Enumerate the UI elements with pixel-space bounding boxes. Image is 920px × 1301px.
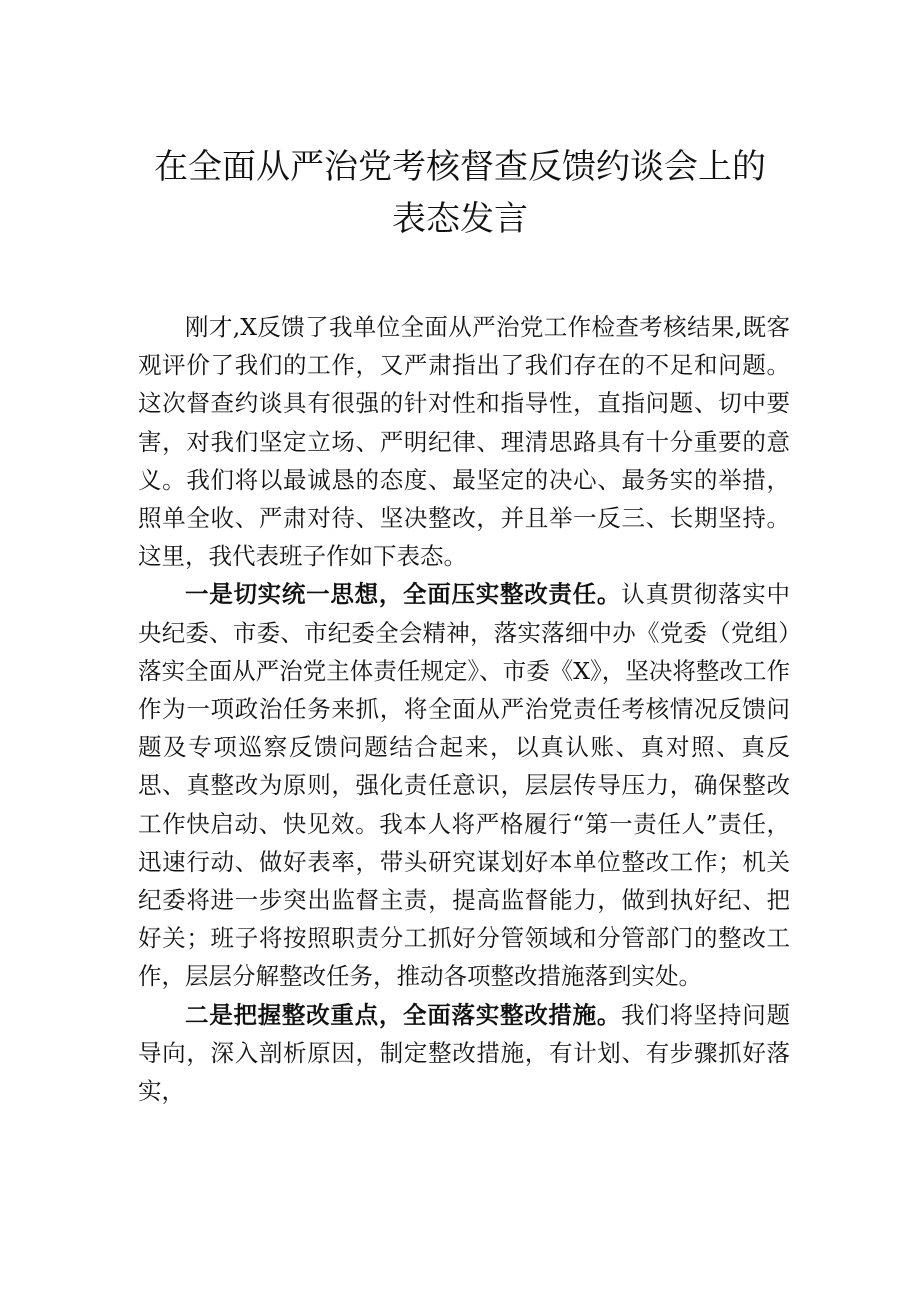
paragraph-text: 认真贯彻落实中央纪委、市委、市纪委全会精神，落实落细中办《党委（党组）落实全面从严治党主体责任规定》、市委《X》，坚决将整改工作作为一项政治任务来抓，将全面从严治党责任考核情况反馈问题及专项巡察反馈问题结合起来，以真认账、真对照、真反思、真整改为原则，强化责任意识，层层传导压力，确保整改工作快启动、快见效。我本人将严格履行“第一责任人”责任，迅速行动、做好表率，带头研究谋划好本单位整改工作；机关纪委将进一步突出监督主责，提高监督能力，做到执好纪、把好关；班子将按照职责分工抓好分管领域和分管部门的整改工作，层层分解整改任务，推动各项整改措施落到实处。 <box>138 580 790 991</box>
paragraph-lead: 二是把握整改重点，全面落实整改措施。 <box>185 1000 622 1029</box>
paragraph-intro <box>138 308 790 575</box>
document-title-line-2: 表态发言 <box>392 199 528 239</box>
document-title-line-1: 在全面从严治党考核督查反馈约谈会上的 <box>154 147 766 187</box>
paragraph-text: 我们将坚持问题导向，深入剖析原因，制定整改措施，有计划、有步骤抓好落实， <box>138 1000 790 1106</box>
paragraph-point-2 <box>138 996 790 1111</box>
paragraph-point-1 <box>138 575 790 995</box>
paragraph-lead: 一是切实统一思想，全面压实整改责任。 <box>185 580 622 609</box>
document-body <box>138 308 790 1110</box>
paragraph-text: 刚才,X反馈了我单位全面从严治党工作检查考核结果,既客观评价了我们的工作，又严肃指出了我们存在的不足和问题。这次督查约谈具有很强的针对性和指导性，直指问题、切中要害，对我们坚定立场、严明纪律、理清思路具有十分重要的意义。我们将以最诚恳的态度、最坚定的决心、最务实的举措，照单全收、严肃对待、坚决整改，并且举一反三、长期坚持。这里，我代表班子作如下表态。 <box>138 313 790 571</box>
